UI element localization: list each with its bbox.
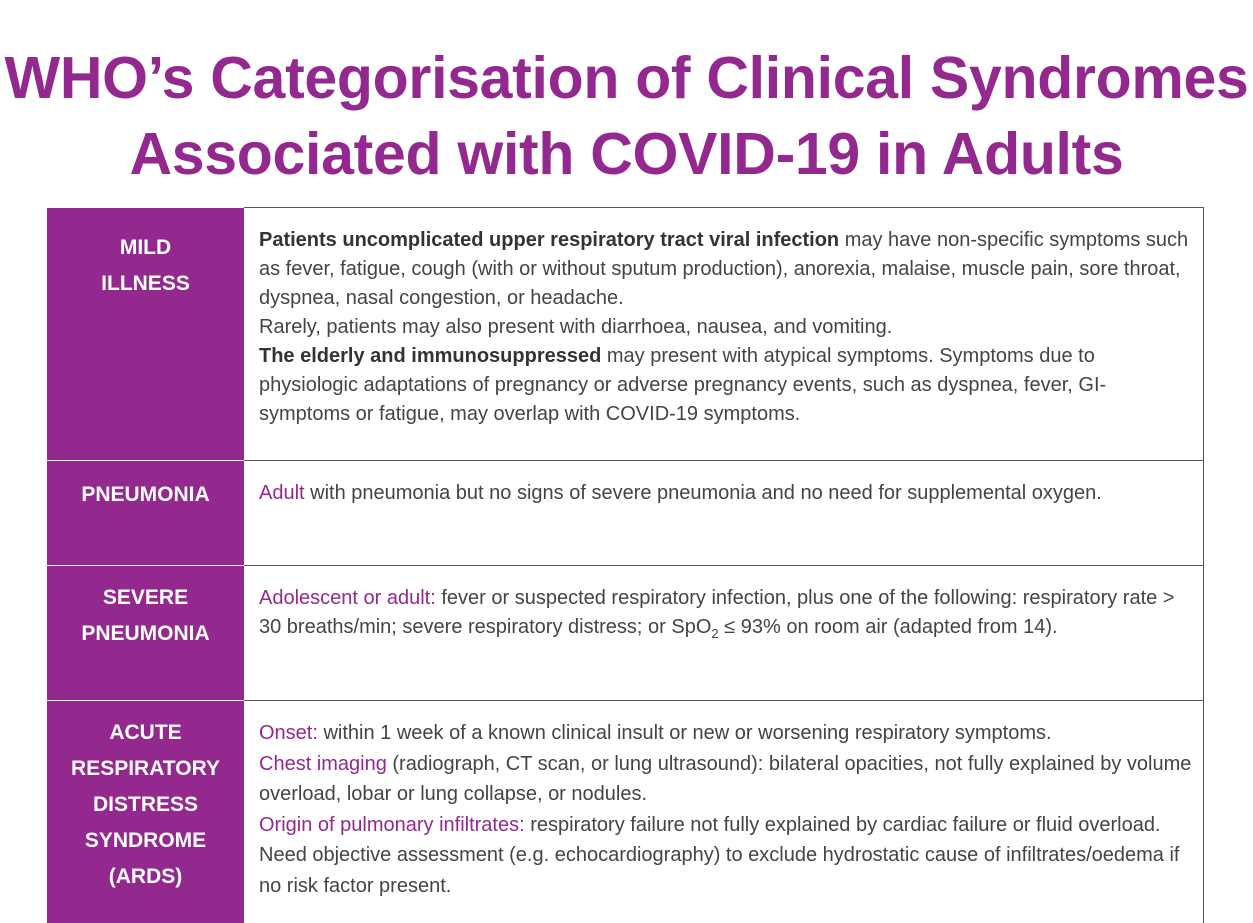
body-text: respiratory failure not fully explained by cardiac failure or fluid overload. Need objective assessment (e.g. echocardiography) to exclude hydrostatic cause of infiltrates/oedema if no risk factor present. [259,814,1180,897]
category-cell [47,461,244,566]
category-label: ILLNESS [101,272,190,295]
highlight-text: Origin of pulmonary infiltrates: [259,814,525,836]
category-cell [47,566,244,701]
description-paragraph: Rarely, patients may also present with diarrhoea, nausea, and vomiting. [259,313,1197,342]
body-text: with pneumonia but no signs of severe pneumonia and no need for supplemental oxygen. [305,482,1102,504]
table-row-severe-pneumonia [47,566,1204,701]
category-label: ACUTE [109,721,181,744]
category-label: SEVERE [103,586,188,609]
highlight-text: Chest imaging [259,753,387,775]
page-title [0,40,1253,192]
category-label: (ARDS) [109,865,183,888]
syndromes-table [47,207,1204,923]
description-paragraph [259,584,1197,642]
table-row-ards [47,701,1204,923]
description-cell [244,701,1204,923]
description-paragraph [259,479,1197,508]
description-cell [244,208,1204,461]
description-paragraph [259,718,1197,749]
category-label: RESPIRATORY [71,757,220,780]
highlight-text: Onset: [259,722,318,744]
category-label: PNEUMONIA [81,483,209,506]
category-label: DISTRESS [93,793,198,816]
body-text: (radiograph, CT scan, or lung ultrasound): bilateral opacities, not fully explained by volume overload, lobar or lung collapse, or nodules. [259,753,1191,806]
subscript: 2 [711,626,718,641]
table-row-pneumonia [47,461,1204,566]
body-text: fever or suspected respiratory infection, plus one of the following: respiratory rate > 30 breaths/min; severe respiratory distress; or SpO [259,587,1175,638]
category-cell [47,701,244,923]
category-label: MILD [120,236,171,259]
description-paragraph [259,342,1197,429]
highlight-text: Adolescent or adult: [259,587,436,609]
title-line-1: WHO’s Categorisation of Clinical Syndromes [4,45,1248,111]
table-row-mild-illness [47,208,1204,461]
body-text: may have non-specific symptoms such as fever, fatigue, cough (with or without sputum production), anorexia, malaise, muscle pain, sore throat, dyspnea, nasal congestion, or headache. [259,229,1188,309]
body-text: within 1 week of a known clinical insult or new or worsening respiratory symptoms. [318,722,1052,744]
body-text: may present with atypical symptoms. Symptoms due to physiologic adaptations of pregnancy or adverse pregnancy events, such as dyspnea, fever, GI-symptoms or fatigue, may overlap with COVID-19 symptoms. [259,345,1106,425]
description-paragraph [259,749,1197,810]
description-cell [244,566,1204,701]
body-text: ≤ 93% on room air (adapted from 14). [719,616,1058,638]
description-paragraph [259,226,1197,313]
category-cell [47,208,244,461]
category-label: SYNDROME [85,829,206,852]
description-cell [244,461,1204,566]
highlight-text: Adult [259,482,305,504]
title-line-2: Associated with COVID-19 in Adults [129,121,1123,187]
description-paragraph [259,810,1197,902]
emphasis-text: Patients uncomplicated upper respiratory tract viral infection [259,229,839,251]
category-label: PNEUMONIA [81,622,209,645]
emphasis-text: The elderly and immunosuppressed [259,345,601,367]
